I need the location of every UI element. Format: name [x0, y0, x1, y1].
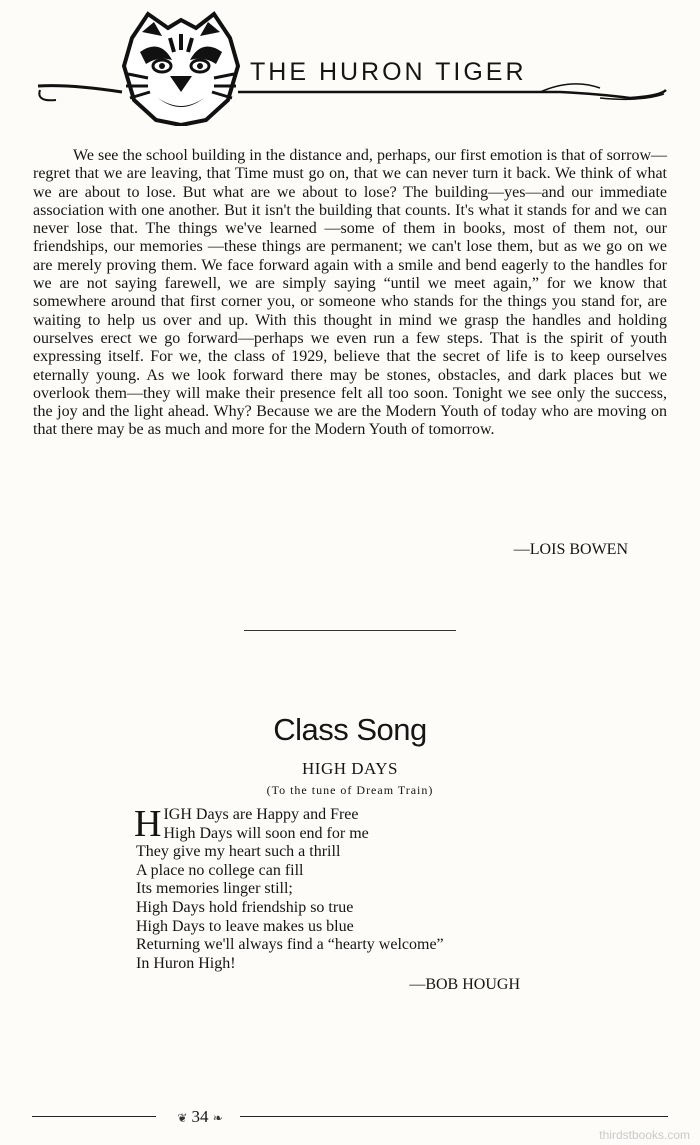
lyric-line: Returning we'll always find a “hearty welcome” — [136, 936, 444, 954]
song-subtitle: HIGH DAYS — [302, 759, 398, 778]
drop-cap: H — [134, 803, 162, 845]
page-number: 34 — [191, 1107, 209, 1126]
section-divider — [244, 630, 456, 631]
essay-author: —LOIS BOWEN — [513, 541, 628, 558]
lyric-line: In Huron High! — [136, 954, 236, 972]
essay-paragraph: We see the school building in the distance and, perhaps, our first emotion is that of sorrow—regret that we are leaving, that Time must go on, that we can never turn it back. We think of what we are about to lose. But what are we about to lose? The building—yes—and our immediate association with one another. But it isn't the building that counts. It's what it stands for and we can never lose that. The things we've learned —some of them in books, most of them not, our friendships, our memories —these things are permanent; we can't lose them, but as we go on we are merely proving them. We face forward again with a smile and bend eagerly to the handles for we are not saying farewell, we are simply saying “until we meet again,” for we know that somewhere around that first corner you, or someone who stands for the things you stand for, are waiting to help us over and up. With this thought in mind we grasp the handles and holding ourselves erect we go forward—perhaps we even run a few steps. That is the spirit of youth expressing itself. For we, the class of 1929, believe that the secret of life is to keep ourselves eternally young. As we look forward there may be stones, obstacles, and dark places but we overlook them—they will make their presence felt all too soon. Tonight we see only the success, the joy and the light ahead. Why? Because we are the Modern Youth of today who are moving on that there may be as much and more for the Modern Youth of tomorrow. — [33, 147, 667, 439]
watermark: thirdstbooks.com — [599, 1128, 690, 1142]
header-flourish — [0, 72, 700, 122]
lyric-line: Its memories linger still; — [136, 880, 293, 898]
song-tune-note: (To the tune of Dream Train) — [266, 783, 434, 797]
lyric-line: A place no college can fill — [136, 861, 304, 879]
ornament-left-icon: ❦ — [177, 1111, 188, 1125]
page-header — [0, 0, 700, 130]
lyric-line: They give my heart such a thrill — [136, 843, 341, 861]
song-lyrics — [134, 803, 576, 973]
page-number-block — [160, 1107, 240, 1127]
header-title: THE HURON TIGER — [250, 58, 527, 86]
footer-rule-right — [240, 1116, 668, 1117]
footer-rule-left — [32, 1116, 156, 1117]
song-title: Class Song — [273, 712, 427, 747]
lyric-line: High Days to leave makes us blue — [136, 917, 354, 935]
lyric-line: High Days hold friendship so true — [136, 898, 354, 916]
lyric-line: IGH Days are Happy and Free — [163, 806, 359, 823]
song-author: —BOB HOUGH — [409, 976, 520, 993]
lyric-line: High Days will soon end for me — [163, 824, 369, 842]
ornament-right-icon: ❧ — [212, 1111, 223, 1125]
